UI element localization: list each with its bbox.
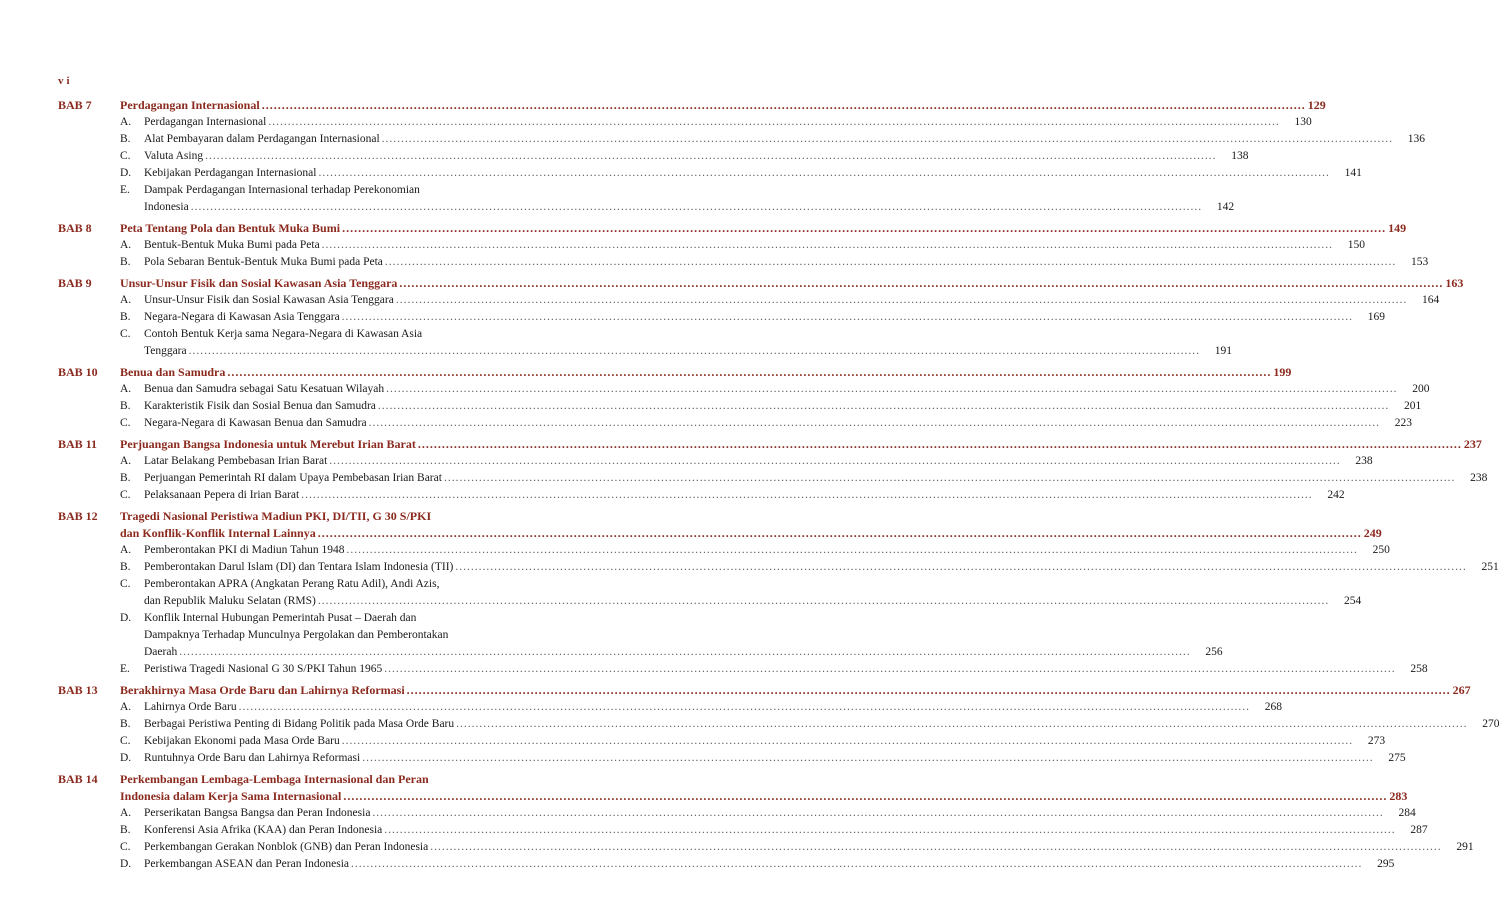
section-row <box>144 593 1361 610</box>
leader-dots <box>329 453 1340 470</box>
section-letter: C. <box>120 328 131 340</box>
section-title: Latar Belakang Pembebasan Irian Barat <box>144 455 328 467</box>
leader-dots <box>239 699 1250 716</box>
leader-dots <box>384 661 1395 678</box>
section-entry[interactable] <box>120 576 1362 610</box>
section-entry[interactable] <box>120 716 1500 733</box>
section-entry[interactable] <box>120 309 1386 326</box>
section-body <box>144 839 1474 856</box>
section-entry[interactable] <box>120 453 1373 470</box>
section-page-number: 164 <box>1421 294 1440 306</box>
section-letter: B. <box>120 472 131 484</box>
leader-dots <box>191 199 1202 216</box>
leader-dots <box>399 275 1443 292</box>
section-letter: A. <box>120 116 132 128</box>
section-title: Peristiwa Tragedi Nasional G 30 S/PKI Tahun 1965 <box>144 663 383 675</box>
leader-dots <box>382 131 1393 148</box>
section-letter: B. <box>120 311 131 323</box>
section-page-number: 200 <box>1412 383 1430 395</box>
leader-dots <box>351 856 1362 873</box>
chapter-title-row[interactable] <box>120 220 1407 237</box>
section-row <box>144 165 1362 182</box>
section-letter: E. <box>120 663 130 675</box>
leader-dots <box>301 487 1312 504</box>
leader-dots <box>189 343 1200 360</box>
chapter-gap <box>58 873 554 877</box>
section-page-number: 238 <box>1470 472 1488 484</box>
section-body <box>144 716 1500 733</box>
leader-dots <box>318 525 1362 542</box>
section-page-number: 153 <box>1411 256 1429 268</box>
section-letter: B. <box>120 718 131 730</box>
section-letter: B. <box>120 400 131 412</box>
section-entry[interactable] <box>120 542 1390 559</box>
section-title: Konferensi Asia Afrika (KAA) dan Peran Indonesia <box>144 824 383 836</box>
section-row <box>144 470 1487 487</box>
chapter-entry <box>58 220 1429 271</box>
section-letter: D. <box>120 858 132 870</box>
leader-dots <box>407 682 1451 699</box>
chapter-page-number: 149 <box>1388 221 1407 235</box>
section-letter: B. <box>120 133 131 145</box>
leader-dots <box>430 839 1441 856</box>
chapter-page-number: 199 <box>1273 365 1292 379</box>
chapter-body <box>120 436 1488 504</box>
section-letter: A. <box>120 544 132 556</box>
section-row <box>144 343 1232 360</box>
section-entry[interactable] <box>120 398 1422 415</box>
leader-dots <box>372 805 1383 822</box>
chapter-page-number: 129 <box>1307 98 1326 112</box>
page-number: vi <box>58 75 73 87</box>
section-page-number: 242 <box>1327 489 1345 501</box>
section-row <box>144 254 1428 271</box>
section-entry[interactable] <box>120 326 1232 360</box>
section-title: Pemberontakan Darul Islam (DI) dan Tentara Islam Indonesia (TII) <box>144 561 454 573</box>
section-body <box>144 165 1362 182</box>
leader-dots <box>318 165 1329 182</box>
leader-dots <box>369 415 1380 432</box>
section-title-line: Pemberontakan APRA (Angkatan Perang Ratu Adil), Andi Azis, <box>144 578 440 590</box>
section-letter: C. <box>120 578 131 590</box>
chapter-entry <box>58 771 1474 873</box>
chapter-title-row[interactable] <box>120 364 1292 381</box>
chapter-entry <box>58 97 1426 216</box>
section-entry[interactable] <box>120 487 1345 504</box>
section-page-number: 287 <box>1410 824 1428 836</box>
leader-dots <box>386 381 1397 398</box>
section-title: Alat Pembayaran dalam Perdagangan Internasional <box>144 133 380 145</box>
section-entry[interactable] <box>120 856 1395 873</box>
section-entry[interactable] <box>120 381 1430 398</box>
chapter-title: Peta Tentang Pola dan Bentuk Muka Bumi <box>120 221 341 235</box>
section-letter: D. <box>120 612 132 624</box>
section-page-number: 142 <box>1216 201 1235 213</box>
section-entry[interactable] <box>120 733 1386 750</box>
section-row <box>144 839 1474 856</box>
section-entry[interactable] <box>120 610 1223 661</box>
section-letter: A. <box>120 239 132 251</box>
section-body <box>144 131 1425 148</box>
leader-dots <box>455 559 1466 576</box>
section-letter: C. <box>120 841 131 853</box>
section-page-number: 291 <box>1456 841 1474 853</box>
leader-dots <box>342 220 1386 237</box>
chapter-page-number: 283 <box>1389 789 1408 803</box>
section-page-number: 270 <box>1482 718 1500 730</box>
leader-dots <box>347 542 1358 559</box>
section-title: Daerah <box>144 646 178 658</box>
section-page-number: 258 <box>1410 663 1428 675</box>
chapter-body <box>120 364 1430 432</box>
section-body <box>144 733 1385 750</box>
section-title: Pelaksanaan Pepera di Irian Barat <box>144 489 300 501</box>
chapter-body <box>120 508 1499 678</box>
section-letter: E. <box>120 184 130 196</box>
section-page-number: 136 <box>1407 133 1426 145</box>
section-body <box>144 415 1412 432</box>
section-title: Negara-Negara di Kawasan Benua dan Samudra <box>144 417 367 429</box>
chapter-label: BAB 10 <box>58 365 98 379</box>
section-entry[interactable] <box>120 839 1474 856</box>
section-body <box>144 381 1430 398</box>
section-title: Perjuangan Pemerintah RI dalam Upaya Pembebasan Irian Barat <box>144 472 442 484</box>
section-body <box>144 576 1361 610</box>
chapter-title-line: Tragedi Nasional Peristiwa Madiun PKI, DI/TII, G 30 S/PKI <box>120 509 432 523</box>
section-page-number: 254 <box>1343 595 1362 607</box>
chapter-title-row[interactable] <box>120 525 1382 542</box>
section-body <box>144 542 1390 559</box>
chapter-page-number: 237 <box>1463 437 1482 451</box>
section-letter: D. <box>120 752 132 764</box>
section-body <box>144 559 1499 576</box>
chapter-body <box>120 220 1429 271</box>
chapter-label: BAB 8 <box>58 221 92 235</box>
leader-dots <box>378 398 1389 415</box>
chapter-title-row[interactable] <box>120 682 1471 699</box>
section-row <box>144 822 1428 839</box>
section-row <box>144 699 1282 716</box>
section-title: Pemberontakan PKI di Madiun Tahun 1948 <box>144 544 345 556</box>
section-letter: B. <box>120 256 131 268</box>
section-body <box>144 398 1421 415</box>
section-page-number: 295 <box>1377 858 1395 870</box>
leader-dots <box>227 364 1271 381</box>
section-entry[interactable] <box>120 254 1429 271</box>
chapter-entry <box>58 682 1500 767</box>
section-row <box>144 398 1421 415</box>
leader-dots <box>262 97 1306 114</box>
leader-dots <box>179 644 1190 661</box>
section-body <box>144 326 1232 360</box>
chapter-title: Perdagangan Internasional <box>120 98 260 112</box>
section-body <box>144 856 1394 873</box>
section-entry[interactable] <box>120 699 1282 716</box>
section-row <box>144 661 1428 678</box>
chapter-label: BAB 7 <box>58 98 92 112</box>
section-page-number: 130 <box>1294 116 1312 128</box>
section-page-number: 141 <box>1344 167 1362 179</box>
section-entry[interactable] <box>120 822 1428 839</box>
section-title: dan Republik Maluku Selatan (RMS) <box>144 595 316 607</box>
section-entry[interactable] <box>120 148 1249 165</box>
section-title: Bentuk-Bentuk Muka Bumi pada Peta <box>144 239 320 251</box>
section-row <box>144 415 1412 432</box>
section-title: Lahirnya Orde Baru <box>144 701 237 713</box>
section-body <box>144 182 1234 216</box>
section-row <box>144 856 1394 873</box>
section-body <box>144 699 1282 716</box>
section-letter: D. <box>120 167 132 179</box>
section-row <box>144 644 1223 661</box>
section-letter: B. <box>120 561 131 573</box>
section-entry[interactable] <box>120 750 1406 767</box>
section-body <box>144 487 1345 504</box>
chapter-page-number: 249 <box>1363 526 1382 540</box>
section-page-number: 138 <box>1231 150 1249 162</box>
section-page-number: 275 <box>1388 752 1406 764</box>
chapter-title: Indonesia dalam Kerja Sama Internasional <box>120 789 342 803</box>
chapter-label: BAB 14 <box>58 772 98 786</box>
section-title: Runtuhnya Orde Baru dan Lahirnya Reformasi <box>144 752 361 764</box>
section-page-number: 256 <box>1205 646 1223 658</box>
chapter-page-number: 267 <box>1452 683 1471 697</box>
section-row <box>144 199 1234 216</box>
section-page-number: 201 <box>1404 400 1422 412</box>
leader-dots <box>418 436 1462 453</box>
chapter-title: Unsur-Unsur Fisik dan Sosial Kawasan Asia Tenggara <box>120 276 398 290</box>
section-letter: A. <box>120 455 132 467</box>
leader-dots <box>205 148 1216 165</box>
chapter-label: BAB 9 <box>58 276 92 290</box>
section-title: Kebijakan Ekonomi pada Masa Orde Baru <box>144 735 340 747</box>
section-entry[interactable] <box>120 114 1312 131</box>
section-body <box>144 148 1248 165</box>
section-letter: C. <box>120 489 131 501</box>
section-title: Valuta Asing <box>144 150 204 162</box>
chapter-body <box>120 97 1426 216</box>
section-entry[interactable] <box>120 131 1426 148</box>
section-body <box>144 254 1428 271</box>
leader-dots <box>268 114 1279 131</box>
section-title: Perdagangan Internasional <box>144 116 267 128</box>
section-entry[interactable] <box>120 559 1499 576</box>
section-title: Tenggara <box>144 345 187 357</box>
leader-dots <box>342 733 1353 750</box>
chapter-title-row[interactable] <box>120 275 1464 292</box>
chapter-body <box>120 275 1464 360</box>
section-row <box>144 487 1345 504</box>
section-title: Kebijakan Perdagangan Internasional <box>144 167 317 179</box>
chapter-entry <box>58 364 1430 432</box>
section-row <box>144 750 1406 767</box>
section-letter: A. <box>120 294 132 306</box>
section-entry[interactable] <box>120 415 1412 432</box>
chapter-body <box>120 682 1500 767</box>
section-letter: B. <box>120 824 131 836</box>
chapter-label: BAB 13 <box>58 683 98 697</box>
section-title: Karakteristik Fisik dan Sosial Benua dan Samudra <box>144 400 376 412</box>
section-page-number: 150 <box>1347 239 1366 251</box>
section-body <box>144 805 1416 822</box>
section-entry[interactable] <box>120 165 1362 182</box>
chapter-entry <box>58 436 1488 504</box>
section-title: Unsur-Unsur Fisik dan Sosial Kawasan Asia Tenggara <box>144 294 394 306</box>
section-row <box>144 733 1385 750</box>
section-body <box>144 822 1428 839</box>
section-page-number: 191 <box>1214 345 1232 357</box>
leader-dots <box>318 593 1329 610</box>
section-body <box>144 610 1223 661</box>
chapter-title: Perjuangan Bangsa Indonesia untuk Merebut Irian Barat <box>120 437 416 451</box>
section-row <box>144 114 1312 131</box>
section-page-number: 273 <box>1367 735 1386 747</box>
chapter-entry <box>58 508 1499 678</box>
chapter-title-row[interactable] <box>120 788 1408 805</box>
section-letter: C. <box>120 150 131 162</box>
leader-dots <box>396 292 1407 309</box>
table-of-contents <box>58 97 1500 877</box>
section-title: Perkembangan ASEAN dan Peran Indonesia <box>144 858 350 870</box>
leader-dots <box>362 750 1373 767</box>
section-body <box>144 470 1487 487</box>
section-title: Berbagai Peristiwa Penting di Bidang Politik pada Masa Orde Baru <box>144 718 455 730</box>
leader-dots <box>384 822 1395 839</box>
chapter-title-row[interactable] <box>120 436 1482 453</box>
section-page-number: 169 <box>1367 311 1386 323</box>
section-title: Perkembangan Gerakan Nonblok (GNB) dan Peran Indonesia <box>144 841 429 853</box>
section-body <box>144 453 1373 470</box>
section-row <box>144 292 1439 309</box>
section-page-number: 223 <box>1394 417 1412 429</box>
section-title: Negara-Negara di Kawasan Asia Tenggara <box>144 311 340 323</box>
section-entry[interactable] <box>120 237 1366 254</box>
section-row <box>144 148 1248 165</box>
section-letter: C. <box>120 417 131 429</box>
section-title: Benua dan Samudra sebagai Satu Kesatuan Wilayah <box>144 383 385 395</box>
section-row <box>144 131 1425 148</box>
chapter-body <box>120 771 1474 873</box>
section-title: Perserikatan Bangsa Bangsa dan Peran Indonesia <box>144 807 371 819</box>
section-page-number: 250 <box>1372 544 1390 556</box>
section-entry[interactable] <box>120 182 1235 216</box>
section-title-line: Dampaknya Terhadap Munculnya Pergolakan dan Pemberontakan <box>144 629 449 641</box>
section-row <box>144 805 1416 822</box>
chapter-title: Berakhirnya Masa Orde Baru dan Lahirnya Reformasi <box>120 683 405 697</box>
section-page-number: 238 <box>1355 455 1373 467</box>
leader-dots <box>342 309 1353 326</box>
section-title: Pola Sebaran Bentuk-Bentuk Muka Bumi pada Peta <box>144 256 383 268</box>
section-page-number: 251 <box>1481 561 1499 573</box>
section-entry[interactable] <box>120 292 1440 309</box>
section-body <box>144 750 1406 767</box>
section-body <box>144 114 1312 131</box>
section-row <box>144 559 1499 576</box>
section-entry[interactable] <box>120 805 1416 822</box>
chapter-title: dan Konflik-Konflik Internal Lainnya <box>120 526 316 540</box>
chapter-title-row[interactable] <box>120 97 1326 114</box>
section-row <box>144 237 1365 254</box>
section-row <box>144 309 1385 326</box>
section-row <box>144 453 1373 470</box>
section-page-number: 284 <box>1398 807 1416 819</box>
section-row <box>144 542 1390 559</box>
chapter-title: Benua dan Samudra <box>120 365 226 379</box>
section-entry[interactable] <box>120 661 1428 678</box>
section-body <box>144 237 1365 254</box>
leader-dots <box>343 788 1387 805</box>
section-row <box>144 381 1430 398</box>
leader-dots <box>322 237 1333 254</box>
section-letter: A. <box>120 701 132 713</box>
section-title: Indonesia <box>144 201 189 213</box>
section-title-line: Contoh Bentuk Kerja sama Negara-Negara di Kawasan Asia <box>144 328 423 340</box>
section-row <box>144 716 1500 733</box>
leader-dots <box>385 254 1396 271</box>
section-body <box>144 661 1428 678</box>
section-body <box>144 292 1439 309</box>
chapter-page-number: 163 <box>1445 276 1464 290</box>
chapter-title-line: Perkembangan Lembaga-Lembaga Internasional dan Peran <box>120 772 429 786</box>
section-letter: A. <box>120 383 132 395</box>
section-letter: A. <box>120 807 132 819</box>
section-letter: C. <box>120 735 131 747</box>
chapter-label: BAB 12 <box>58 509 98 523</box>
section-entry[interactable] <box>120 470 1488 487</box>
chapter-entry <box>58 275 1464 360</box>
section-title-line: Konflik Internal Hubungan Pemerintah Pusat – Daerah dan <box>144 612 417 624</box>
leader-dots <box>444 470 1455 487</box>
section-page-number: 268 <box>1264 701 1282 713</box>
section-body <box>144 309 1385 326</box>
leader-dots <box>456 716 1467 733</box>
chapter-label: BAB 11 <box>58 437 98 451</box>
section-title-line: Dampak Perdagangan Internasional terhadap Perekonomian <box>144 184 420 196</box>
